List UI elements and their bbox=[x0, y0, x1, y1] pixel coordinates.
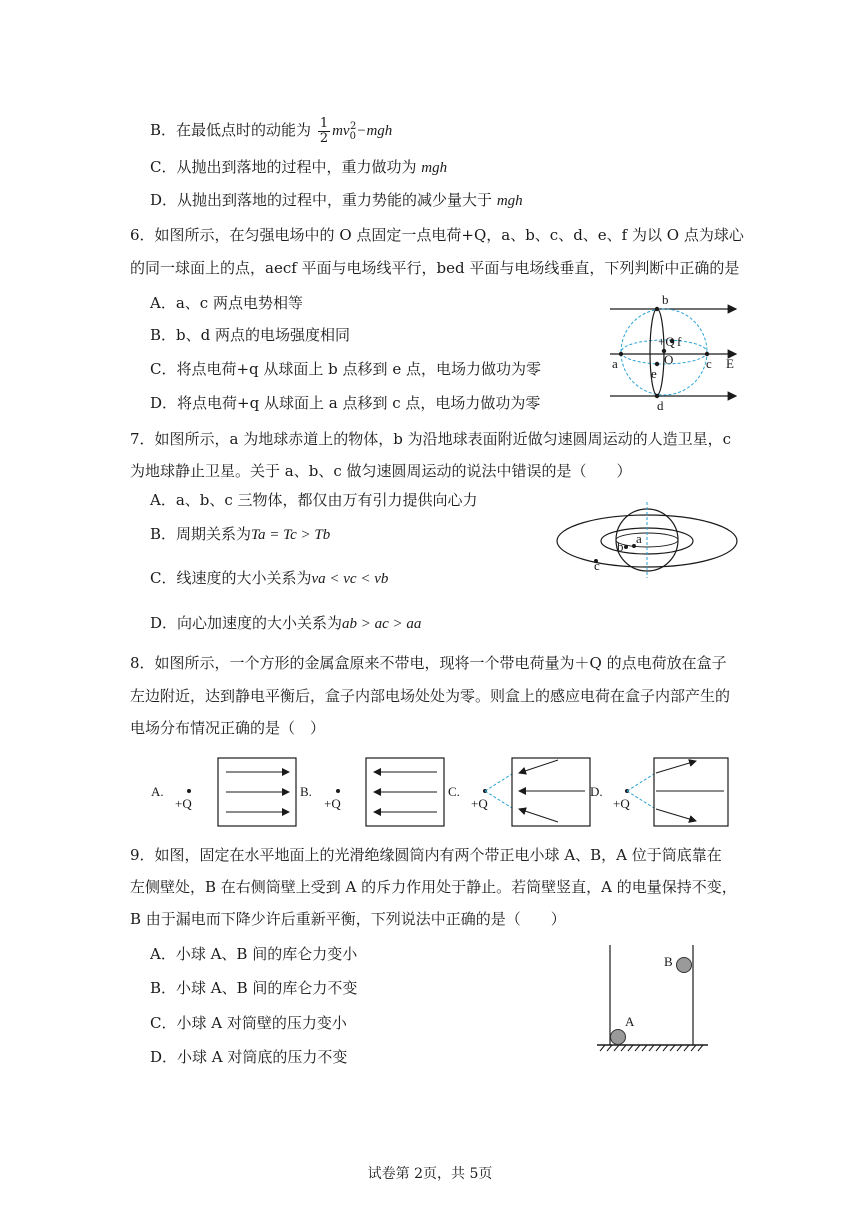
label-o: O bbox=[664, 352, 674, 367]
q9-stem-line1: 9．如图，固定在水平地面上的光滑绝缘圆筒内有两个带正电小球 A、B，A 位于筒底靠在 bbox=[130, 846, 722, 864]
q6-option-c: C．将点电荷+q 从球面上 b 点移到 e 点，电场力做功为零 bbox=[150, 360, 541, 378]
ball-a bbox=[611, 1030, 626, 1045]
q6-stem-line2: 的同一球面上的点，aecf 平面与电场线平行，bed 平面与电场线垂直，下列判断中正确的是 bbox=[130, 259, 740, 277]
q5-option-d-text: D．从抛出到落地的过程中，重力势能的减少量大于 bbox=[150, 191, 493, 209]
charge-c-label: +Q bbox=[471, 796, 488, 811]
box-d-guide bbox=[627, 774, 654, 791]
point-a bbox=[619, 352, 623, 356]
q9-figure bbox=[592, 940, 712, 1055]
q7-stem-line2: 为地球静止卫星。关于 a、b、c 做匀速圆周运动的说法中错误的是（ ） bbox=[130, 462, 632, 480]
label-d: d bbox=[657, 398, 664, 413]
charge-a-label: +Q bbox=[175, 796, 192, 811]
q5-option-c bbox=[150, 156, 447, 179]
q7-option-c-text: C．线速度的大小关系为 bbox=[150, 569, 312, 587]
ball-b bbox=[677, 958, 692, 973]
label-e-field: E bbox=[726, 356, 734, 371]
orbit-b bbox=[601, 528, 693, 554]
charge-b bbox=[336, 789, 340, 793]
box-c-guide bbox=[485, 774, 512, 791]
q9-stem-line2: 左侧壁处，B 在右侧筒壁上受到 A 的斥力作用处于静止。若筒壁竖直，A 的电量保持不变， bbox=[130, 878, 737, 896]
q8-figure bbox=[148, 756, 733, 831]
fraction-denominator: 2 bbox=[319, 130, 329, 146]
point-b bbox=[655, 307, 659, 311]
q7-option-b bbox=[150, 523, 330, 546]
label-b: b bbox=[662, 292, 669, 307]
fraction-numerator: 1 bbox=[319, 115, 329, 131]
q6-option-d: D．将点电荷+q 从球面上 a 点移到 c 点，电场力做功为零 bbox=[150, 394, 541, 412]
q8-stem-line1: 8．如图所示，一个方形的金属盒原来不带电，现将一个带电荷量为＋Q 的点电荷放在盒子 bbox=[130, 654, 727, 672]
q5-option-b bbox=[150, 116, 392, 148]
q9-option-a: A．小球 A、B 间的库仑力变小 bbox=[150, 945, 358, 963]
q6-stem-line1: 6．如图所示，在匀强电场中的 O 点固定一点电荷+Q，a、b、c、d、e、f 为以 O 点为球心 bbox=[130, 226, 744, 244]
q6-option-a: A．a、c 两点电势相等 bbox=[150, 294, 303, 312]
option-c-label: C. bbox=[448, 784, 460, 799]
option-d-label: D. bbox=[590, 784, 603, 799]
charge-a bbox=[187, 789, 191, 793]
label-a: A bbox=[625, 1014, 635, 1029]
label-c: c bbox=[594, 558, 600, 573]
q5-option-d-var: mgh bbox=[496, 193, 523, 209]
box-c-field bbox=[519, 760, 558, 773]
q7-option-d-text: D．向心加速度的大小关系为 bbox=[150, 614, 343, 632]
superscript: 2 bbox=[349, 121, 357, 132]
bed-plane bbox=[650, 309, 664, 395]
q5-option-b-tail: −mgh bbox=[356, 123, 393, 139]
q7-option-a: A．a、b、c 三物体，都仅由万有引力提供向心力 bbox=[150, 491, 478, 509]
label-a: a bbox=[612, 356, 618, 371]
option-a-label: A. bbox=[151, 784, 164, 799]
q7-option-d bbox=[150, 612, 421, 635]
label-b: b bbox=[617, 539, 624, 554]
point-b bbox=[624, 545, 628, 549]
label-q: +Q bbox=[658, 334, 675, 349]
q5-option-c-text: C．从抛出到落地的过程中，重力做功为 bbox=[150, 158, 417, 176]
box-d-field bbox=[656, 809, 696, 821]
ground-hatch bbox=[600, 1045, 703, 1051]
q7-option-b-math: Ta = Tc > Tb bbox=[251, 527, 331, 543]
box-d bbox=[654, 758, 728, 826]
q7-figure bbox=[555, 500, 740, 580]
box-c-guide bbox=[485, 791, 512, 808]
q7-stem-line1: 7．如图所示，a 为地球赤道上的物体，b 为沿地球表面附近做匀速圆周运动的人造卫星，c bbox=[130, 430, 732, 448]
subscript: 0 bbox=[349, 131, 356, 142]
q9-option-b: B．小球 A、B 间的库仑力不变 bbox=[150, 979, 358, 997]
box-c-field bbox=[519, 809, 558, 822]
label-a: a bbox=[636, 531, 642, 546]
q7-option-b-text: B．周期关系为 bbox=[150, 525, 252, 543]
label-e: e bbox=[651, 366, 657, 381]
option-b-label: B. bbox=[300, 784, 312, 799]
q7-option-d-math: ab > ac > aa bbox=[342, 616, 422, 632]
charge-b-label: +Q bbox=[324, 796, 341, 811]
q7-option-c-math: va < vc < vb bbox=[311, 571, 389, 587]
q7-option-c bbox=[150, 567, 388, 590]
q5-option-d bbox=[150, 189, 523, 212]
box-c bbox=[512, 758, 590, 826]
q8-stem-line3: 电场分布情况正确的是（ ） bbox=[130, 719, 326, 737]
q5-option-b-mv: mv bbox=[332, 123, 350, 139]
q5-option-c-var: mgh bbox=[421, 160, 448, 176]
q6-option-b: B．b、d 两点的电场强度相同 bbox=[150, 326, 350, 344]
label-b: B bbox=[664, 954, 673, 969]
q9-option-d: D．小球 A 对筒底的压力不变 bbox=[150, 1048, 348, 1066]
page-footer: 试卷第 2页，共 5页 bbox=[367, 1166, 493, 1182]
label-c: c bbox=[706, 356, 712, 371]
box-d-field bbox=[656, 761, 696, 773]
q9-option-c: C．小球 A 对筒壁的压力变小 bbox=[150, 1014, 347, 1032]
charge-d-label: +Q bbox=[613, 796, 630, 811]
box-d-guide bbox=[627, 791, 654, 808]
fraction bbox=[318, 117, 330, 146]
q9-stem-line3: B 由于漏电而下降少许后重新平衡，下列说法中正确的是（ ） bbox=[130, 910, 566, 928]
q8-stem-line2: 左边附近，达到静电平衡后，盒子内部电场处处为零。则盒上的感应电荷在盒子内部产生的 bbox=[130, 687, 731, 705]
q5-option-b-text: B．在最低点时的动能为 bbox=[150, 121, 312, 139]
q6-figure bbox=[600, 292, 750, 414]
label-f: f bbox=[677, 334, 682, 349]
